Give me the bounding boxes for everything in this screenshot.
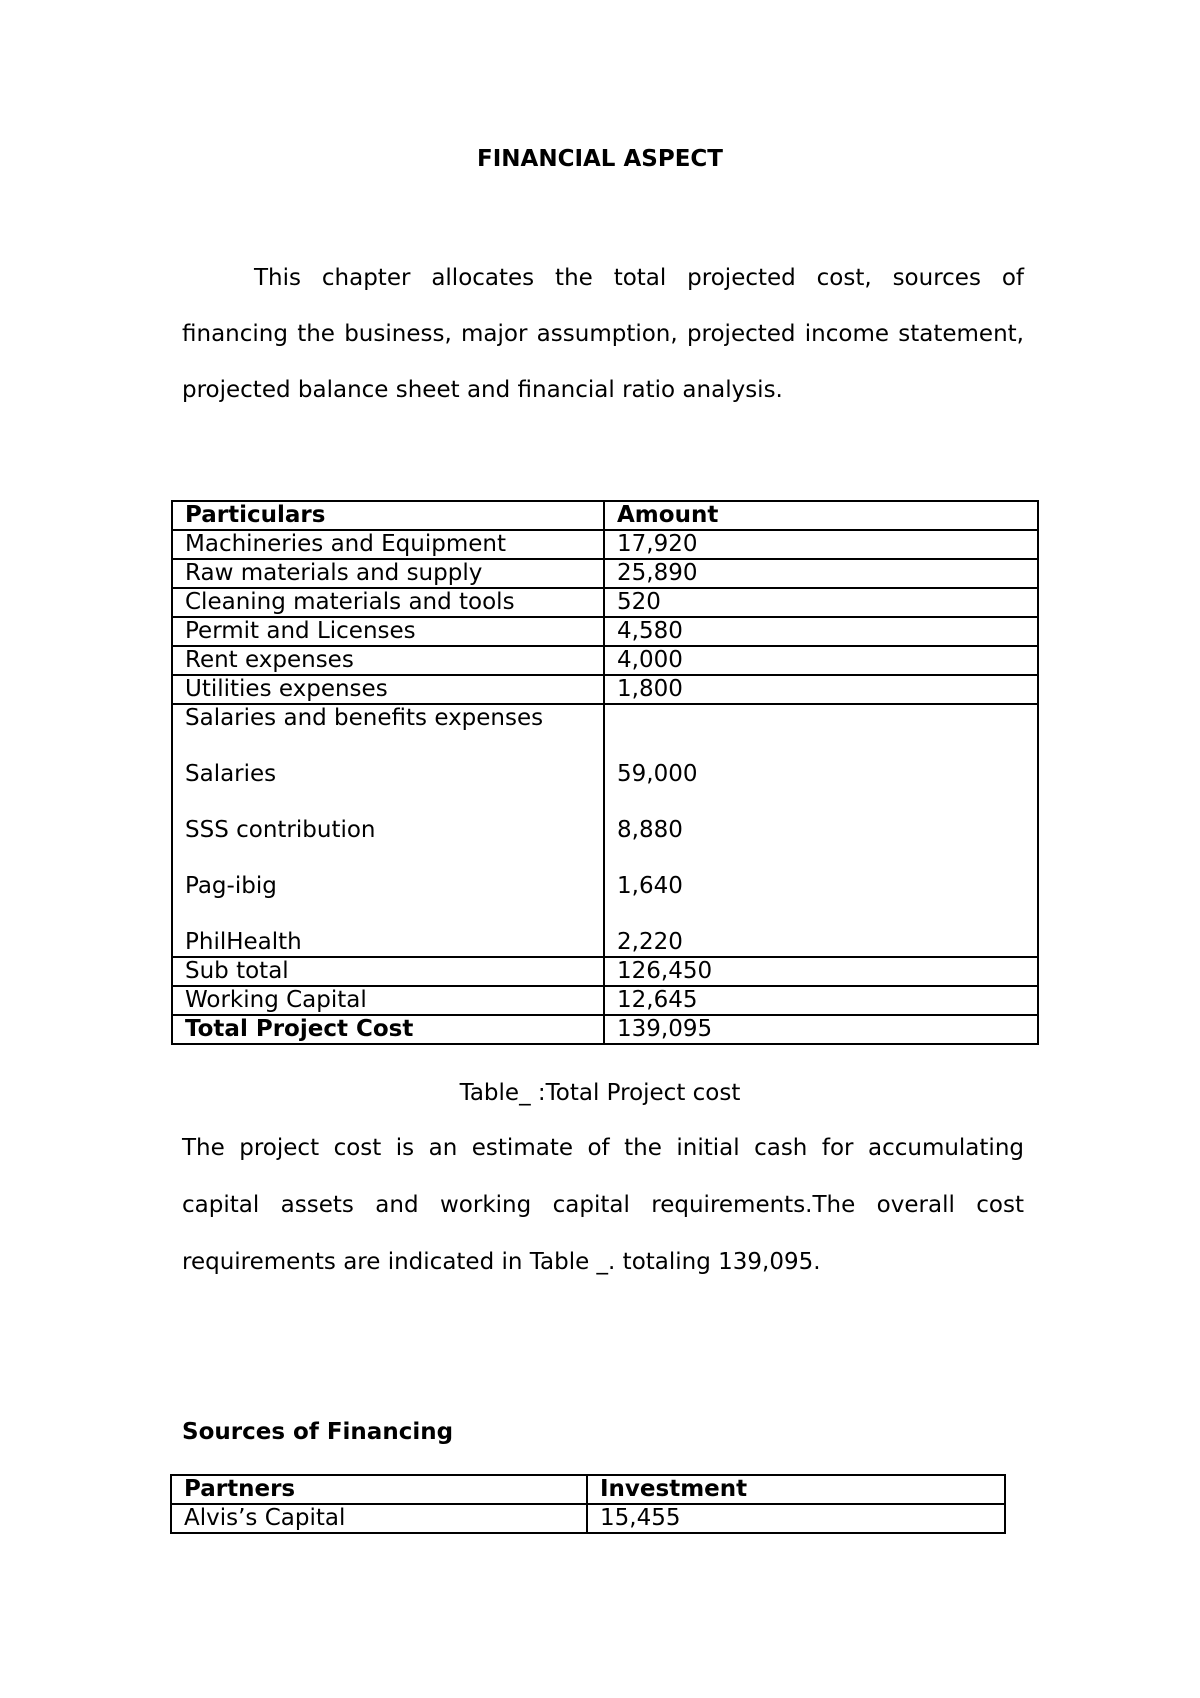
- table-caption: Table_ :Total Project cost: [459, 1080, 741, 1106]
- particular-cell: Utilities expenses: [172, 675, 604, 704]
- header-investment: Investment: [587, 1475, 1005, 1504]
- financing-table: [170, 1474, 1006, 1534]
- intro-paragraph: [182, 250, 1024, 418]
- amount-cell: 126,450: [604, 957, 1038, 986]
- amount-cell: 1,800: [604, 675, 1038, 704]
- total-label-cell: Total Project Cost: [172, 1015, 604, 1044]
- header-partners: Partners: [171, 1475, 587, 1504]
- sss-item-label: SSS contribution: [185, 817, 376, 843]
- table-row: [172, 559, 1038, 588]
- project-cost-table: [171, 500, 1039, 1045]
- amount-cell: 4,000: [604, 646, 1038, 675]
- subtotal-row: [172, 957, 1038, 986]
- salaries-item-amount: 59,000: [617, 761, 698, 787]
- pagibig-item-amount: 1,640: [617, 873, 683, 899]
- salaries-group-label: Salaries and benefits expenses: [185, 705, 544, 731]
- particular-cell: Sub total: [172, 957, 604, 986]
- intro-text: This chapter allocates the total projected cost, sources of financing the business, major assumption, projected income statement, projected balance sheet and financial ratio analysis.: [182, 265, 1024, 403]
- salaries-item-label: Salaries: [185, 761, 277, 787]
- table-header-row: [172, 501, 1038, 530]
- table-row: [172, 646, 1038, 675]
- particular-cell: Working Capital: [172, 986, 604, 1015]
- particular-cell: Raw materials and supply: [172, 559, 604, 588]
- header-particulars: Particulars: [172, 501, 604, 530]
- pagibig-item-label: Pag-ibig: [185, 873, 277, 899]
- salaries-particulars-cell: [172, 704, 604, 957]
- sss-item-amount: 8,880: [617, 817, 683, 843]
- table-row: [172, 617, 1038, 646]
- page-title: FINANCIAL ASPECT: [477, 146, 723, 172]
- amount-cell: 520: [604, 588, 1038, 617]
- salaries-amounts-cell: [604, 704, 1038, 957]
- partner-cell: Alvis’s Capital: [171, 1504, 587, 1533]
- table-row: [172, 675, 1038, 704]
- philhealth-item-amount: 2,220: [617, 929, 683, 955]
- table-row: [172, 588, 1038, 617]
- particular-cell: Machineries and Equipment: [172, 530, 604, 559]
- header-amount: Amount: [604, 501, 1038, 530]
- table-row: [171, 1504, 1005, 1533]
- table-row: [172, 530, 1038, 559]
- particular-cell: Permit and Licenses: [172, 617, 604, 646]
- working-capital-row: [172, 986, 1038, 1015]
- amount-cell: 4,580: [604, 617, 1038, 646]
- project-cost-paragraph: The project cost is an estimate of the initial cash for accumulating capital assets and working capital requirements.The overall cost requirements are indicated in Table _. totaling 139,095.: [182, 1135, 1024, 1275]
- total-row: [172, 1015, 1038, 1044]
- philhealth-item-label: PhilHealth: [185, 929, 302, 955]
- table-header-row: [171, 1475, 1005, 1504]
- amount-cell: 17,920: [604, 530, 1038, 559]
- particular-cell: Rent expenses: [172, 646, 604, 675]
- amount-cell: 25,890: [604, 559, 1038, 588]
- total-amount-cell: 139,095: [604, 1015, 1038, 1044]
- particular-cell: Cleaning materials and tools: [172, 588, 604, 617]
- section-heading-financing: Sources of Financing: [182, 1419, 454, 1445]
- investment-cell: 15,455: [587, 1504, 1005, 1533]
- salaries-group-row: [172, 704, 1038, 957]
- amount-cell: 12,645: [604, 986, 1038, 1015]
